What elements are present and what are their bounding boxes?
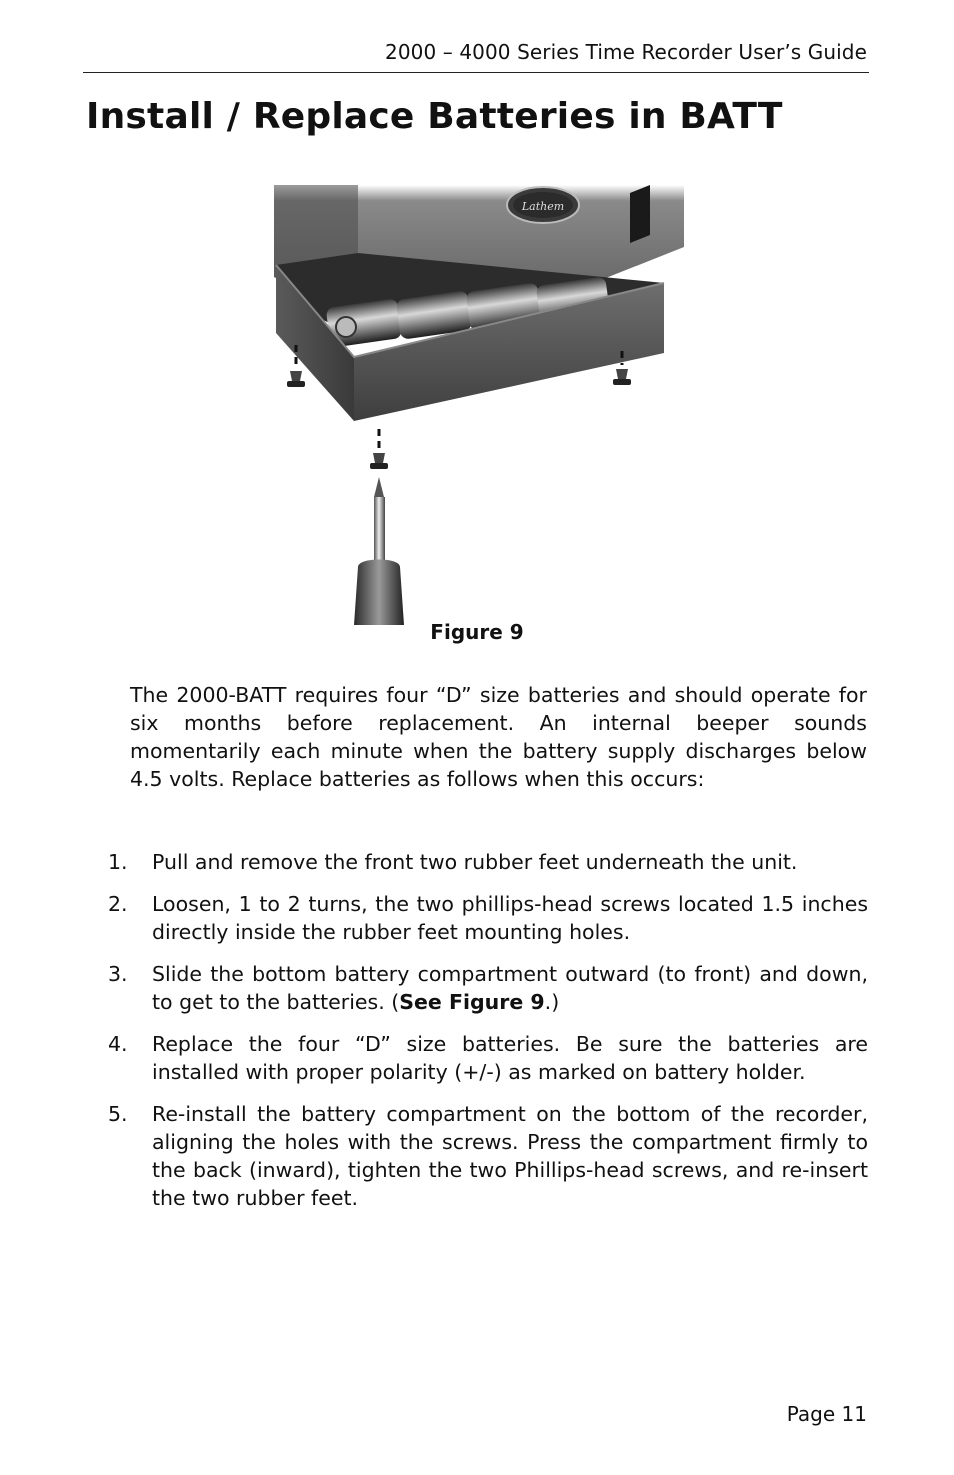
step-text bbox=[152, 962, 868, 1014]
figure-reference: See Figure 9 bbox=[399, 990, 545, 1014]
figure-9-illustration bbox=[258, 185, 698, 625]
battery-compartment-photo bbox=[258, 185, 698, 625]
step-text-before: Slide the bottom battery compartment outward (to front) and down, to get to the batteries. ( bbox=[152, 962, 868, 1014]
screwdriver-icon bbox=[354, 477, 404, 625]
page-title: Install / Replace Batteries in BATT bbox=[86, 96, 783, 137]
step-number: 5. bbox=[108, 1102, 128, 1126]
step-3 bbox=[108, 960, 868, 1016]
step-4 bbox=[108, 1030, 868, 1086]
step-number: 3. bbox=[108, 962, 128, 986]
step-text: Loosen, 1 to 2 turns, the two phillips-head screws located 1.5 inches directly inside the rubber feet mounting holes. bbox=[152, 892, 868, 944]
page-number: Page 11 bbox=[786, 1402, 867, 1426]
instruction-steps bbox=[108, 848, 868, 1226]
step-text: Replace the four “D” size batteries. Be sure the batteries are installed with proper polarity (+/-) as marked on battery holder. bbox=[152, 1032, 868, 1084]
step-5 bbox=[108, 1100, 868, 1212]
step-text: Re-install the battery compartment on the bottom of the recorder, aligning the holes with the screws. Press the compartment firmly to the back (inward), tighten the two Phillips-head screws, and re-insert the two rubber feet. bbox=[152, 1102, 868, 1210]
step-number: 4. bbox=[108, 1032, 128, 1056]
intro-paragraph: The 2000-BATT requires four “D” size batteries and should operate for six months before replacement. An internal beeper sounds momentarily each minute when the battery supply discharges below 4.5 volts. Replace batteries as follows when this occurs: bbox=[130, 683, 867, 791]
step-number: 2. bbox=[108, 892, 128, 916]
logo-text: Lathem bbox=[521, 200, 565, 213]
figure-caption: Figure 9 bbox=[430, 620, 524, 644]
header-title: 2000 – 4000 Series Time Recorder User’s Guide bbox=[385, 40, 867, 64]
step-text-after: .) bbox=[544, 990, 560, 1014]
step-2 bbox=[108, 890, 868, 946]
step-number: 1. bbox=[108, 850, 128, 874]
step-1 bbox=[108, 848, 868, 876]
step-text: Pull and remove the front two rubber feet underneath the unit. bbox=[152, 850, 798, 874]
running-header bbox=[83, 38, 869, 73]
